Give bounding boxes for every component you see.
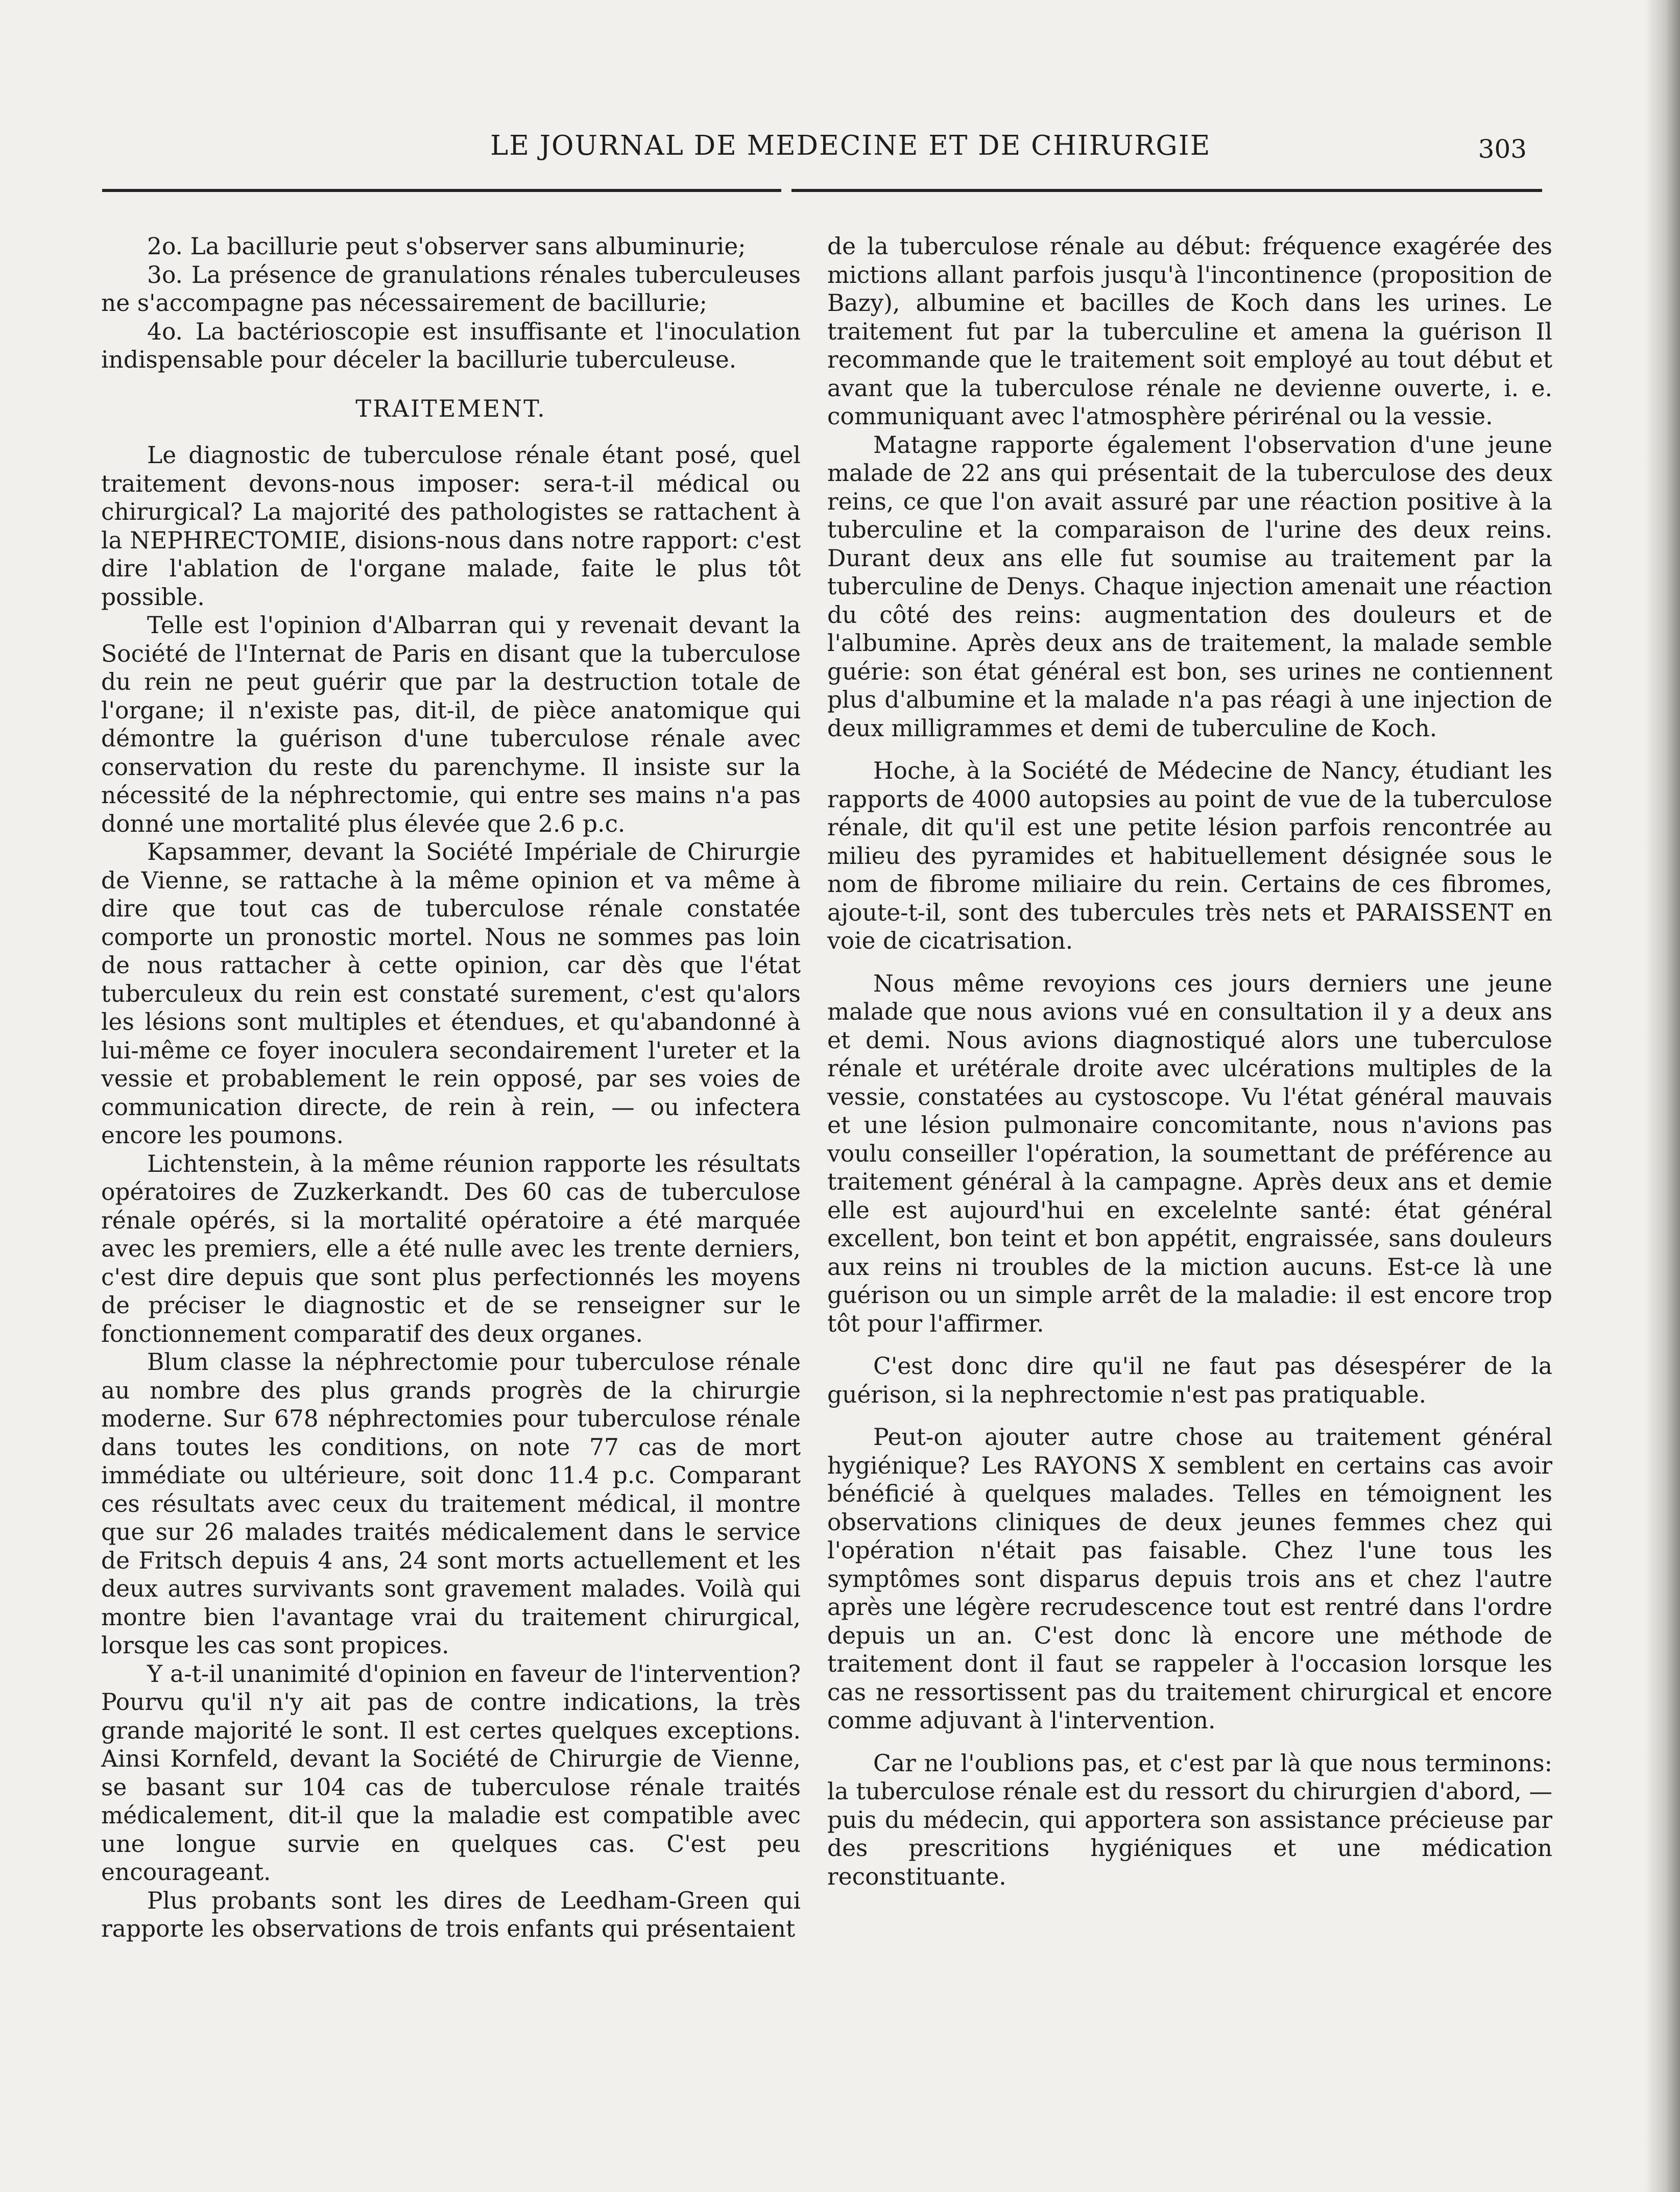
paragraph-continued: de la tuberculose rénale au début: fréquence exagérée des mictions allant parfois jusqu'à l'incontinence (proposition de Bazy), albumine et bacilles de Koch dans les urines. Le traitement fut par la tuberculine et amena la guérison Il recommande que le traitement soit employé au tout début et avant que la tuberculose rénale ne devienne ouverte, i. e. communiquant avec l'atmosphère périrénal ou la vessie.	[827, 233, 1552, 430]
right-column	[827, 232, 1552, 1891]
paragraph: Y a-t-il unanimité d'opinion en faveur de l'intervention? Pourvu qu'il n'y ait pas de contre indications, la très grande majorité le sont. Il est certes quelques exceptions. Ainsi Kornfeld, devant la Société de Chirurgie de Vienne, se basant sur 104 cas de tuberculose rénale traités médicalement, dit-il que la maladie est compatible avec une longue survie en quelques cas. C'est peu encourageant.	[101, 1660, 801, 1886]
conclusion-item-3: 3o. La présence de granulations rénales tuberculeuses ne s'accompagne pas nécessairement de bacillurie;	[101, 261, 801, 317]
paragraph: Lichtenstein, à la même réunion rapporte les résultats opératoires de Zuzkerkandt. Des 60 cas de tuberculose rénale opérés, si la mortalité opératoire a été marquée avec les premiers, elle a été nulle avec les trente derniers, c'est dire depuis que sont plus perfectionnés les moyens de préciser le diagnostic et de se renseigner sur le fonctionnement comparatif des deux organes.	[101, 1150, 801, 1347]
running-head	[92, 130, 1527, 176]
conclusion-item-2: 2o. La bacillurie peut s'observer sans albuminurie;	[147, 233, 746, 260]
paragraph: Peut-on ajouter autre chose au traitement général hygiénique? Les RAYONS X semblent en certains cas avoir bénéficié à quelques malades. Telles en témoignent les observations cliniques de deux jeunes femmes chez qui l'opération n'était pas faisable. Chez l'une tous les symptômes sont disparus depuis trois ans et chez l'autre après une légère recrudescence tout est rentré dans l'ordre depuis un an. C'est donc là encore une méthode de traitement dont il faut se rappeler à l'occasion lorsque les cas ne ressortissent pas du traitement chirurgical et encore comme adjuvant à l'intervention.	[827, 1424, 1552, 1734]
paragraph: Blum classe la néphrectomie pour tuberculose rénale au nombre des plus grands progrès de la chirurgie moderne. Sur 678 néphrectomies pour tuberculose rénale dans toutes les conditions, on note 77 cas de mort immédiate ou ultérieure, soit donc 11.4 p.c. Comparant ces résultats avec ceux du traitement médical, il montre que sur 26 malades traités médicalement dans le service de Fritsch depuis 4 ans, 24 sont morts actuellement et les deux autres survivants sont gravement malades. Voilà qui montre bien l'avantage vrai du traitement chirurgical, lorsque les cas sont propices.	[101, 1348, 801, 1659]
header-rule-left	[102, 189, 781, 192]
header-rule-right	[791, 189, 1542, 192]
paragraph: Telle est l'opinion d'Albarran qui y revenait devant la Société de l'Internat de Paris en disant que la tuberculose du rein ne peut guérir que par la destruction totale de l'organe; il n'existe pas, dit-il, de pièce anatomique qui démontre la guérison d'une tuberculose rénale avec conservation du reste du parenchyme. Il insiste sur la nécessité de la néphrectomie, qui entre ses mains n'a pas donné une mortalité plus élevée que 2.6 p.c.	[101, 612, 801, 837]
paragraph: Nous même revoyions ces jours derniers une jeune malade que nous avions vué en consultation il y a deux ans et demi. Nous avions diagnostiqué alors une tuberculose rénale et urétérale droite avec ulcérations multiples de la vessie, constatées au cystoscope. Vu l'état général mauvais et une lésion pulmonaire concomitante, nous n'avions pas voulu conseiller l'opération, la soumettant de préférence au traitement général à la campagne. Après deux ans et demie elle est aujourd'hui en excelelnte santé: état général excellent, bon teint et bon appétit, engraissée, sans douleurs aux reins ni troubles de la miction aucuns. Est-ce là une guérison ou un simple arrêt de la maladie: il est encore trop tôt pour l'affirmer.	[827, 970, 1552, 1337]
paragraph: C'est donc dire qu'il ne faut pas désespérer de la guérison, si la nephrectomie n'est pas pratiquable.	[827, 1353, 1552, 1408]
paragraph: Car ne l'oublions pas, et c'est par là que nous terminons: la tuberculose rénale est du ressort du chirurgien d'abord, — puis du médecin, qui apportera son assistance précieuse par des prescritions hygiéniques et une médication reconstituante.	[827, 1749, 1552, 1890]
conclusion-item-4: 4o. La bactérioscopie est insuffisante et l'inoculation indispensable pour déceler la bacillurie tuberculeuse.	[101, 318, 801, 373]
paragraph: Le diagnostic de tuberculose rénale étant posé, quel traitement devons-nous imposer: sera-t-il médical ou chirurgical? La majorité des pathologistes se rattachent à la NEPHRECTOMIE, disions-nous dans notre rapport: c'est dire l'ablation de l'organe malade, faite le plus tôt possible.	[101, 442, 801, 611]
page-number: 303	[1478, 134, 1527, 164]
paragraph: Matagne rapporte également l'observation d'une jeune malade de 22 ans qui présentait de la tuberculose des deux reins, ce que l'on avait assuré par une réaction positive à la tuberculine et la comparaison de l'urine des deux reins. Durant deux ans elle fut soumise au traitement par la tuberculine de Denys. Chaque injection amenait une réaction du côté des reins: augmentation des douleurs et de l'albumine. Après deux ans de traitement, la malade semble guérie: son état général est bon, ses urines ne contiennent plus d'albumine et la malade n'a pas réagi à une injection de deux milligrammes et demi de tuberculine de Koch.	[827, 431, 1552, 742]
paragraph: Hoche, à la Société de Médecine de Nancy, étudiant les rapports de 4000 autopsies au point de vue de la tuberculose rénale, dit qu'il est une petite lésion parfois rencontrée au milieu des pyramides et habituellement désignée sous le nom de fibrome miliaire du rein. Certains de ces fibromes, ajoute-t-il, sont des tubercules très nets et PARAISSENT en voie de cicatrisation.	[827, 757, 1552, 954]
journal-title: LE JOURNAL DE MEDECINE ET DE CHIRURGIE	[490, 130, 1211, 161]
left-column	[101, 232, 801, 1943]
section-heading: TRAITEMENT.	[355, 394, 546, 422]
page-edge-shadow	[1644, 0, 1680, 2192]
paragraph: Plus probants sont les dires de Leedham-Green qui rapporte les observations de trois enfants qui présentaient	[101, 1887, 801, 1942]
paragraph: Kapsammer, devant la Société Impériale de Chirurgie de Vienne, se rattache à la même opinion et va même à dire que tout cas de tuberculose rénale constatée comporte un pronostic mortel. Nous ne sommes pas loin de nous rattacher à cette opinion, car dès que l'état tuberculeux du rein est constaté surement, c'est qu'alors les lésions sont multiples et étendues, et qu'abandonné à lui-même ce foyer inoculera secondairement l'ureter et la vessie et probablement le rein opposé, par ses voies de communication directe, de rein à rein, — ou infectera encore les poumons.	[101, 838, 801, 1149]
